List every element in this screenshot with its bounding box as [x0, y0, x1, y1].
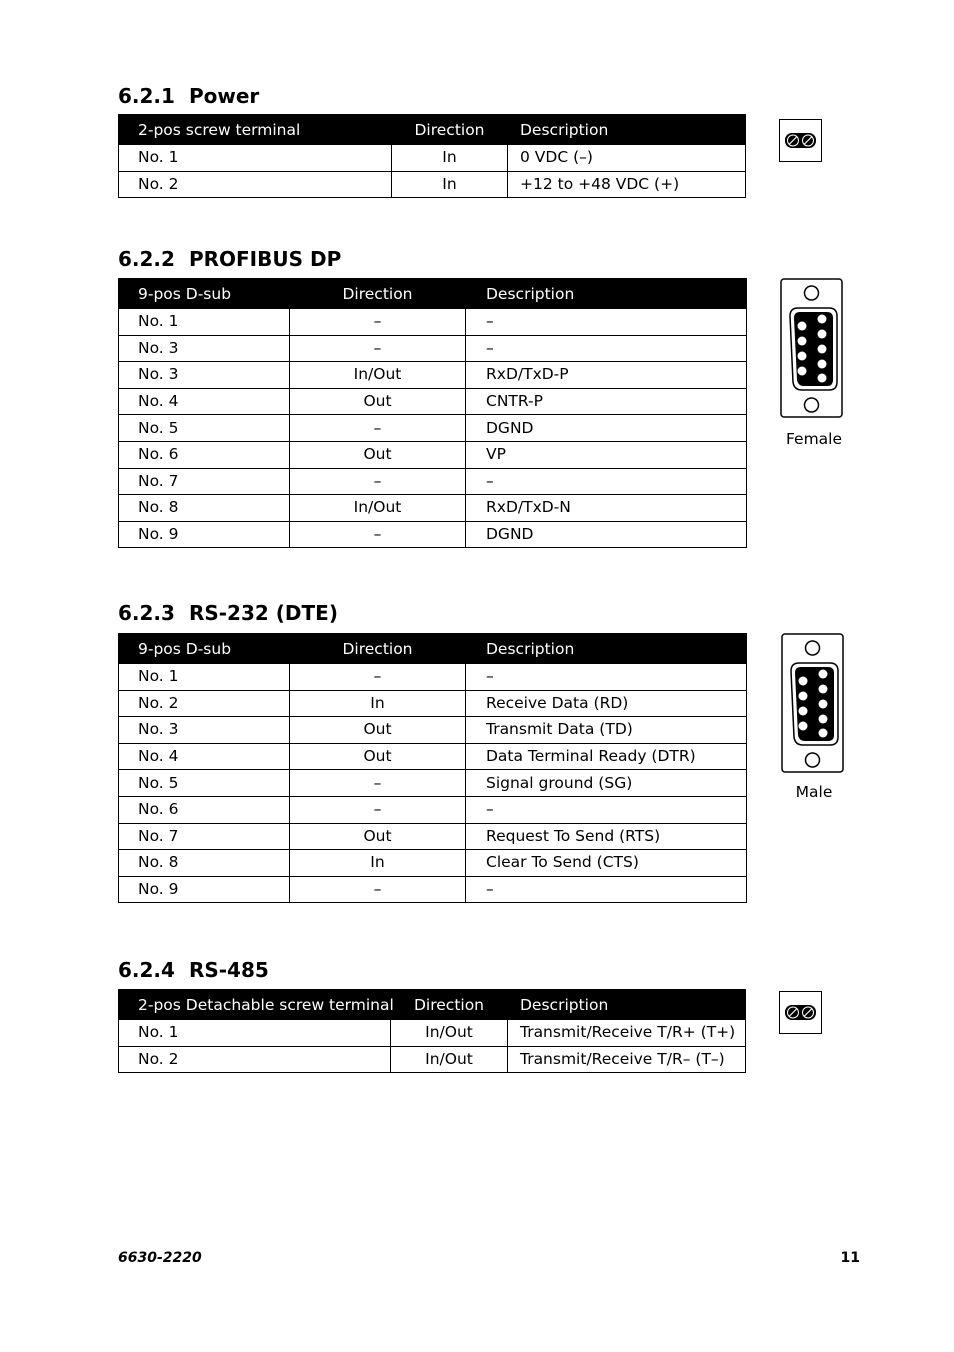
table-row — [119, 309, 747, 336]
table-row — [119, 1020, 746, 1047]
pin-number: No. 9 — [119, 876, 290, 903]
pin-number: No. 8 — [119, 850, 290, 877]
column-header: 9-pos D-sub — [119, 634, 290, 664]
column-header: Description — [508, 990, 746, 1020]
table-row — [119, 1046, 746, 1073]
column-header: 9-pos D-sub — [119, 279, 290, 309]
column-header: Direction — [290, 634, 466, 664]
pin-number: No. 4 — [119, 388, 290, 415]
pin-description: Transmit/Receive T/R+ (T+) — [508, 1020, 746, 1047]
pin-number: No. 6 — [119, 796, 290, 823]
pin-description: – — [466, 796, 747, 823]
table-header-row — [119, 634, 747, 664]
table-row — [119, 876, 747, 903]
pin-description: Request To Send (RTS) — [466, 823, 747, 850]
column-header: Direction — [290, 279, 466, 309]
table-row — [119, 171, 746, 198]
pin-description: VP — [466, 441, 747, 468]
pin-number: No. 7 — [119, 468, 290, 495]
pin-direction: In/Out — [391, 1046, 508, 1073]
pin-description: Transmit/Receive T/R– (T–) — [508, 1046, 746, 1073]
pin-description: DGND — [466, 415, 747, 442]
pin-direction: – — [290, 664, 466, 691]
pin-direction: Out — [290, 441, 466, 468]
pin-description: Data Terminal Ready (DTR) — [466, 743, 747, 770]
table-row — [119, 441, 747, 468]
column-header: 2-pos Detachable screw terminal — [119, 990, 391, 1020]
document-number: 6630-2220 — [118, 1250, 202, 1266]
table-header-row — [119, 279, 747, 309]
table-row — [119, 415, 747, 442]
pin-direction: In — [392, 171, 508, 198]
pin-number: No. 4 — [119, 743, 290, 770]
pin-description: RxD/TxD-P — [466, 362, 747, 389]
column-header: Description — [466, 634, 747, 664]
table-row — [119, 664, 747, 691]
pin-number: No. 8 — [119, 495, 290, 522]
pin-direction: Out — [290, 388, 466, 415]
pin-description: RxD/TxD-N — [466, 495, 747, 522]
section-title: RS-485 — [188, 958, 269, 982]
pin-direction: – — [290, 876, 466, 903]
pin-direction: In — [290, 690, 466, 717]
pin-direction: Out — [290, 743, 466, 770]
pin-direction: – — [290, 770, 466, 797]
power-pin-table — [118, 114, 746, 198]
pin-direction: In — [392, 145, 508, 172]
section-heading-rs232 — [118, 601, 338, 625]
section-title: Power — [188, 84, 260, 108]
pin-direction: Out — [290, 823, 466, 850]
pin-description: Signal ground (SG) — [466, 770, 747, 797]
pin-description: Receive Data (RD) — [466, 690, 747, 717]
pin-number: No. 3 — [119, 717, 290, 744]
pin-description: Transmit Data (TD) — [466, 717, 747, 744]
screw-terminal-2pos-icon — [779, 991, 823, 1035]
pin-description: – — [466, 309, 747, 336]
pin-direction: – — [290, 521, 466, 548]
column-header: Description — [508, 115, 746, 145]
table-header-row — [119, 990, 746, 1020]
pin-direction: In/Out — [290, 362, 466, 389]
section-number: 6.2.1 — [118, 84, 175, 108]
pin-description: – — [466, 335, 747, 362]
dsub-9-female-connector-icon — [780, 278, 844, 419]
pin-description: CNTR-P — [466, 388, 747, 415]
pin-description: – — [466, 664, 747, 691]
profibus-pin-table — [118, 278, 747, 548]
column-header: 2-pos screw terminal — [119, 115, 392, 145]
rs485-pin-table — [118, 989, 746, 1073]
section-heading-power — [118, 84, 259, 108]
table-header-row — [119, 115, 746, 145]
connector-label-female: Female — [785, 430, 843, 448]
table-row — [119, 770, 747, 797]
section-number: 6.2.4 — [118, 958, 175, 982]
table-row — [119, 743, 747, 770]
pin-number: No. 1 — [119, 1020, 391, 1047]
pin-description: DGND — [466, 521, 747, 548]
pin-description: 0 VDC (–) — [508, 145, 746, 172]
pin-direction: In/Out — [391, 1020, 508, 1047]
column-header: Direction — [391, 990, 508, 1020]
pin-number: No. 5 — [119, 415, 290, 442]
pin-direction: – — [290, 468, 466, 495]
page-number: 11 — [840, 1250, 860, 1266]
table-row — [119, 521, 747, 548]
column-header: Direction — [392, 115, 508, 145]
pin-direction: In/Out — [290, 495, 466, 522]
section-heading-rs485 — [118, 958, 269, 982]
pin-description: – — [466, 468, 747, 495]
screw-terminal-2pos-icon — [779, 119, 823, 163]
section-title: RS-232 (DTE) — [188, 601, 338, 625]
section-number: 6.2.2 — [118, 247, 175, 271]
table-row — [119, 335, 747, 362]
rs232-pin-table — [118, 633, 747, 903]
table-row — [119, 717, 747, 744]
pin-number: No. 2 — [119, 171, 392, 198]
section-number: 6.2.3 — [118, 601, 175, 625]
pin-number: No. 5 — [119, 770, 290, 797]
column-header: Description — [466, 279, 747, 309]
pin-number: No. 9 — [119, 521, 290, 548]
table-row — [119, 388, 747, 415]
connector-label-male: Male — [795, 783, 833, 801]
table-row — [119, 468, 747, 495]
pin-number: No. 3 — [119, 362, 290, 389]
pin-direction: – — [290, 415, 466, 442]
table-row — [119, 796, 747, 823]
pin-number: No. 7 — [119, 823, 290, 850]
section-heading-profibus — [118, 247, 341, 271]
pin-number: No. 1 — [119, 145, 392, 172]
table-row — [119, 690, 747, 717]
pin-direction: – — [290, 335, 466, 362]
pin-number: No. 2 — [119, 690, 290, 717]
pin-direction: In — [290, 850, 466, 877]
pin-direction: – — [290, 796, 466, 823]
table-row — [119, 145, 746, 172]
section-title: PROFIBUS DP — [188, 247, 342, 271]
pin-number: No. 3 — [119, 335, 290, 362]
pin-number: No. 2 — [119, 1046, 391, 1073]
pin-direction: – — [290, 309, 466, 336]
dsub-9-male-connector-icon — [781, 633, 845, 774]
table-row — [119, 495, 747, 522]
pin-number: No. 1 — [119, 664, 290, 691]
pin-description: – — [466, 876, 747, 903]
pin-number: No. 6 — [119, 441, 290, 468]
table-row — [119, 362, 747, 389]
table-row — [119, 823, 747, 850]
pin-number: No. 1 — [119, 309, 290, 336]
pin-description: +12 to +48 VDC (+) — [508, 171, 746, 198]
table-row — [119, 850, 747, 877]
pin-direction: Out — [290, 717, 466, 744]
pin-description: Clear To Send (CTS) — [466, 850, 747, 877]
